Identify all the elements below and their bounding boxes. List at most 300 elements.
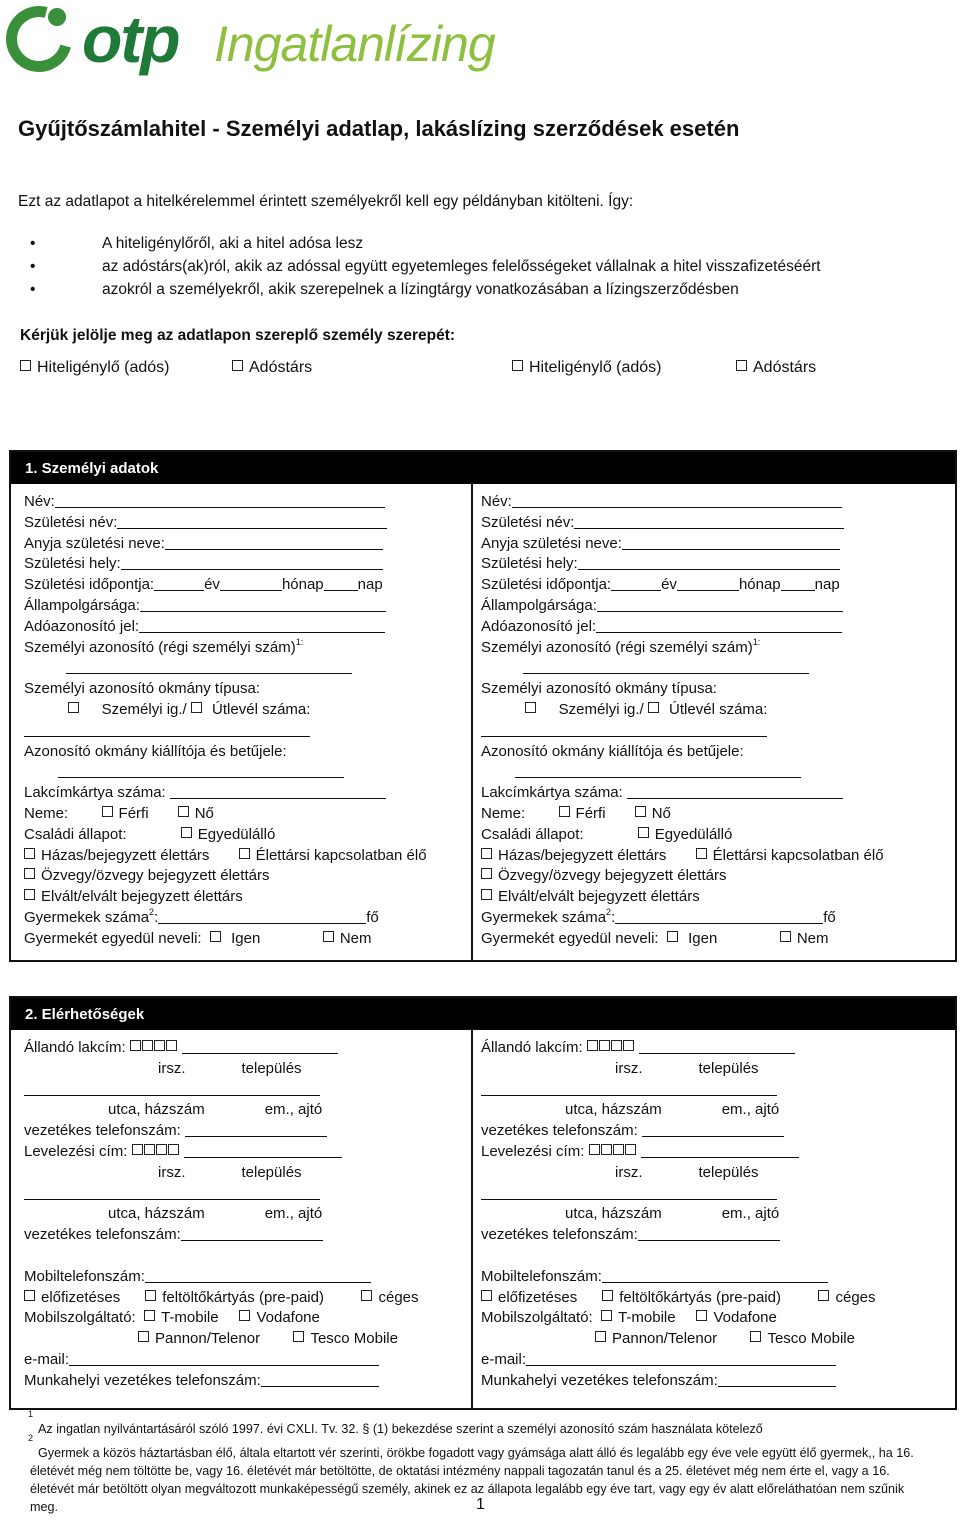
- form-row: [481, 1163, 876, 1184]
- form-row: [24, 1100, 419, 1121]
- contact-column-right: [481, 1038, 876, 1392]
- form-row: [481, 846, 884, 867]
- form-row: [481, 617, 884, 638]
- field-label: év: [204, 576, 220, 594]
- form-row: [24, 929, 427, 950]
- form-row: [24, 762, 427, 783]
- checkbox[interactable]: [481, 889, 492, 900]
- email-input[interactable]: [526, 1351, 836, 1366]
- field-label: Igen: [688, 929, 718, 947]
- field-label: utca, házszám: [108, 1205, 205, 1223]
- field-label: em., ajtó: [721, 1205, 780, 1223]
- checkbox[interactable]: [648, 702, 659, 713]
- field-label: fő: [366, 908, 379, 926]
- address-card-input[interactable]: [170, 784, 386, 799]
- checkbox[interactable]: [102, 806, 113, 817]
- landline-input[interactable]: [638, 1226, 780, 1241]
- field-label: előfizetéses: [498, 1288, 578, 1306]
- checkbox[interactable]: [210, 931, 221, 942]
- field-label: vezetékes telefonszám:: [481, 1122, 638, 1140]
- checkbox[interactable]: [24, 889, 35, 900]
- field-label: hónap: [281, 576, 324, 594]
- birth-place-input[interactable]: [578, 555, 840, 570]
- checkbox[interactable]: [559, 806, 570, 817]
- role-option-coborrower-1[interactable]: [232, 359, 312, 377]
- birth-year-input[interactable]: [154, 576, 204, 591]
- field-label: Adóazonosító jel:: [24, 617, 140, 635]
- field-label: Igen: [231, 929, 261, 947]
- form-row: [24, 575, 427, 596]
- field-label: Mobiltelefonszám:: [24, 1267, 145, 1285]
- field-label: Házas/bejegyzett élettárs: [41, 846, 210, 864]
- form-row: [481, 804, 884, 825]
- mother-name-input[interactable]: [165, 535, 383, 550]
- form-row: [481, 1080, 876, 1101]
- field-label: Neme:: [481, 804, 526, 822]
- form-row: [24, 1204, 419, 1225]
- form-row: [24, 1329, 419, 1350]
- birth-day-input[interactable]: [324, 576, 358, 591]
- field-label: Pannon/Telenor: [155, 1330, 261, 1348]
- field-label: Születési név:: [24, 513, 118, 531]
- field-label: Házas/bejegyzett élettárs: [498, 846, 667, 864]
- checkbox[interactable]: [191, 702, 202, 713]
- checkbox[interactable]: [239, 848, 250, 859]
- field-label: feltöltőkártyás (pre-paid): [162, 1288, 324, 1306]
- field-label: vezetékes telefonszám:: [24, 1226, 181, 1244]
- form-row: [24, 887, 427, 908]
- street-address-input[interactable]: [639, 1039, 795, 1054]
- personal-column-left: [24, 492, 427, 950]
- checkbox[interactable]: [323, 931, 334, 942]
- field-label: em., ajtó: [264, 1101, 323, 1119]
- bullet-item: • azokról a személyekről, akik szerepelnek a lízingtárgy vonatkozásában a lízingszerződésben: [30, 278, 821, 301]
- form-row: [24, 700, 427, 721]
- digit-box[interactable]: [613, 1144, 624, 1155]
- checkbox[interactable]: [24, 868, 35, 879]
- field-label: év: [661, 576, 677, 594]
- field-label: em., ajtó: [721, 1101, 780, 1119]
- work-phone-input[interactable]: [261, 1372, 379, 1387]
- citizenship-input[interactable]: [140, 597, 386, 612]
- page-number: 1: [476, 1496, 485, 1513]
- field-label: Levelezési cím:: [481, 1142, 585, 1160]
- otp-logo: [0, 0, 560, 80]
- field-label: Egyedülálló: [197, 825, 276, 843]
- passport-number-input[interactable]: [481, 722, 767, 737]
- checkbox[interactable]: [602, 1290, 613, 1301]
- field-label: Elvált/elvált bejegyzett élettárs: [41, 888, 243, 906]
- form-row: [481, 1246, 876, 1267]
- form-row: [481, 1142, 876, 1163]
- form-row: [24, 1350, 419, 1371]
- field-label: Személyi ig./: [558, 700, 644, 718]
- field-label: e-mail:: [24, 1350, 70, 1368]
- field-label: fő: [823, 908, 836, 926]
- landline-input[interactable]: [642, 1122, 784, 1137]
- bullet-item: • A hiteligénylőről, aki a hitel adósa lesz: [30, 232, 821, 255]
- field-label: Munkahelyi vezetékes telefonszám:: [24, 1371, 261, 1389]
- checkbox[interactable]: [293, 1331, 304, 1342]
- field-label: Vodafone: [256, 1309, 320, 1327]
- checkbox[interactable]: [696, 1310, 707, 1321]
- form-row: [24, 1184, 419, 1205]
- form-row: [481, 1100, 876, 1121]
- field-label: Mobiltelefonszám:: [481, 1267, 602, 1285]
- address-line-input[interactable]: [481, 1185, 777, 1200]
- digit-box[interactable]: [611, 1040, 622, 1051]
- field-label: Név:: [24, 493, 55, 510]
- field-label: Mobilszolgáltató:: [24, 1309, 136, 1327]
- field-label: Vodafone: [713, 1309, 777, 1327]
- field-label: Születési hely:: [481, 555, 578, 573]
- field-label: Nem: [796, 929, 829, 947]
- role-option-borrower-2[interactable]: [512, 359, 662, 377]
- digit-box[interactable]: [625, 1144, 636, 1155]
- field-label: Elvált/elvált bejegyzett élettárs: [498, 888, 700, 906]
- field-label: Azonosító okmány kiállítója és betűjele:: [24, 742, 287, 760]
- form-row: [24, 492, 427, 513]
- birth-month-input[interactable]: [677, 576, 739, 591]
- footnote-text: Az ingatlan nyilvántartásáról szóló 1997. évi CXLI. Tv. 32. § (1) bekezdése szerint a személyi azonosító szám használata kötelező: [38, 1422, 763, 1436]
- digit-box[interactable]: [156, 1144, 167, 1155]
- field-label: Személyi azonosító okmány típusa:: [24, 680, 260, 698]
- form-row: [24, 1142, 419, 1163]
- field-label: Nem: [339, 929, 372, 947]
- field-label: Gyermekek száma: [481, 908, 607, 926]
- field-label: Útlevél száma:: [669, 700, 768, 718]
- checkbox[interactable]: [181, 827, 192, 838]
- checkbox[interactable]: [818, 1290, 829, 1301]
- column-divider: [471, 484, 473, 960]
- field-label: Családi állapot:: [24, 825, 127, 843]
- digit-box[interactable]: [154, 1040, 165, 1051]
- birth-day-input[interactable]: [781, 576, 815, 591]
- field-label: település: [241, 1163, 302, 1181]
- page-title: Gyűjtőszámlahitel - Személyi adatlap, lakáslízing szerződések esetén: [18, 116, 740, 141]
- digit-box[interactable]: [599, 1040, 610, 1051]
- field-label: Személyi ig./: [101, 700, 187, 718]
- form-row: [481, 887, 884, 908]
- form-row: [24, 1371, 419, 1392]
- form-row: Gyermekek száma$^2$: fő: [24, 906, 379, 926]
- field-label: T-mobile: [618, 1309, 676, 1327]
- form-row: [481, 762, 884, 783]
- checkbox[interactable]: [696, 848, 707, 859]
- column-divider: [471, 1030, 473, 1408]
- role-label: Hiteligénylő (adós): [529, 359, 662, 376]
- field-label: Férfi: [118, 804, 149, 822]
- field-label: Lakcímkártya száma:: [24, 784, 166, 802]
- field-label: Özvegy/özvegy bejegyzett élettárs: [41, 867, 270, 885]
- role-label: Adóstárs: [753, 359, 817, 376]
- checkbox[interactable]: [239, 1310, 250, 1321]
- field-label: Gyermekét egyedül neveli:: [481, 929, 659, 947]
- field-label: utca, házszám: [108, 1101, 205, 1119]
- field-label: Gyermekét egyedül neveli:: [24, 929, 202, 947]
- personal-column-right: [481, 492, 884, 950]
- otp-logo-text: otp: [82, 2, 179, 76]
- form-row: [481, 825, 884, 846]
- digit-box[interactable]: [587, 1040, 598, 1051]
- form-row: [24, 534, 427, 555]
- field-label: Azonosító okmány kiállítója és betűjele:: [481, 742, 744, 760]
- field-label: e-mail:: [481, 1350, 527, 1368]
- landline-input[interactable]: [185, 1122, 327, 1137]
- name-input[interactable]: [55, 493, 385, 508]
- checkbox[interactable]: [667, 931, 678, 942]
- tax-id-input[interactable]: [139, 618, 385, 633]
- field-label: előfizetéses: [41, 1288, 121, 1306]
- footnote-1: 1 Az ingatlan nyilvántartásáról szóló 1997. évi CXLI. Tv. 32. § (1) bekezdése szerint a személyi azonosító szám használata kötelező: [28, 1409, 763, 1436]
- digit-box[interactable]: [623, 1040, 634, 1051]
- checkbox[interactable]: [736, 360, 747, 371]
- mother-name-input[interactable]: [622, 535, 840, 550]
- digit-box[interactable]: [132, 1144, 143, 1155]
- form-row: [481, 783, 884, 804]
- form-row: [481, 492, 884, 513]
- field-label: település: [698, 1059, 759, 1077]
- passport-number-input[interactable]: [24, 722, 310, 737]
- form-row: [24, 617, 427, 638]
- digit-box[interactable]: [589, 1144, 600, 1155]
- form-row: [481, 1329, 876, 1350]
- field-label: Férfi: [575, 804, 606, 822]
- form-row: [481, 866, 884, 887]
- form-row: [24, 825, 427, 846]
- checkbox[interactable]: [138, 1331, 149, 1342]
- form-row: [481, 596, 884, 617]
- form-row: [24, 742, 427, 763]
- form-row: [481, 1204, 876, 1225]
- form-row: [481, 1288, 876, 1309]
- footnote-ref: 2: [149, 906, 155, 917]
- field-label: irsz.: [158, 1059, 186, 1077]
- form-row: [24, 1267, 419, 1288]
- citizenship-input[interactable]: [597, 597, 843, 612]
- form-row: [481, 1059, 876, 1080]
- checkbox[interactable]: [24, 1290, 35, 1301]
- checkbox[interactable]: [481, 848, 492, 859]
- section-heading: 1. Személyi adatok: [11, 452, 955, 484]
- field-label: Anyja születési neve:: [481, 534, 622, 552]
- checkbox[interactable]: [178, 806, 189, 817]
- section-heading: 2. Elérhetőségek: [11, 998, 955, 1030]
- checkbox[interactable]: [20, 360, 31, 371]
- field-label: Születési időpontja:: [481, 576, 612, 594]
- field-label: Állandó lakcím:: [24, 1039, 126, 1056]
- field-label: em., ajtó: [264, 1205, 323, 1223]
- checkbox[interactable]: [780, 931, 791, 942]
- mailing-address-input[interactable]: [641, 1143, 799, 1158]
- field-label: Élettársi kapcsolatban élő: [712, 846, 884, 864]
- checkbox[interactable]: [24, 848, 35, 859]
- address-line-input[interactable]: [481, 1081, 777, 1096]
- checkbox[interactable]: [481, 1290, 492, 1301]
- birth-place-input[interactable]: [121, 555, 383, 570]
- mailing-address-input[interactable]: [184, 1143, 342, 1158]
- form-row: [481, 1121, 876, 1142]
- checkbox[interactable]: [635, 806, 646, 817]
- address-line-input[interactable]: [24, 1081, 320, 1096]
- birth-year-input[interactable]: [611, 576, 661, 591]
- form-row: [24, 638, 427, 659]
- children-count-input[interactable]: [615, 909, 823, 924]
- checkbox[interactable]: [525, 702, 536, 713]
- form-row: [24, 783, 427, 804]
- intro-text: Ezt az adatlapot a hitelkérelemmel érintett személyekről kell egy példányban kitölteni. Így:: [18, 193, 634, 210]
- form-row: [481, 1267, 876, 1288]
- field-label: Adóazonosító jel:: [481, 617, 597, 635]
- form-row: [24, 1163, 419, 1184]
- checkbox[interactable]: [750, 1331, 761, 1342]
- mobile-input[interactable]: [602, 1268, 828, 1283]
- otp-logo-dot: [48, 8, 66, 26]
- checkbox[interactable]: [144, 1310, 155, 1321]
- field-label: Özvegy/özvegy bejegyzett élettárs: [498, 867, 727, 885]
- field-label: Állampolgársága:: [24, 596, 140, 614]
- form-row: [24, 866, 427, 887]
- field-label: település: [241, 1059, 302, 1077]
- form-row: [24, 1059, 419, 1080]
- field-label: Mobilszolgáltató:: [481, 1309, 593, 1327]
- checkbox[interactable]: [361, 1290, 372, 1301]
- field-label: Családi állapot:: [481, 825, 584, 843]
- children-count-input[interactable]: [158, 909, 366, 924]
- street-address-input[interactable]: [182, 1039, 338, 1054]
- form-row: [24, 596, 427, 617]
- role-option-borrower-1[interactable]: [20, 359, 170, 377]
- form-row: [24, 658, 427, 679]
- form-row: [24, 1308, 419, 1329]
- field-label: Útlevél száma:: [212, 700, 311, 718]
- field-label: Születési név:: [481, 513, 575, 531]
- field-label: Tesco Mobile: [767, 1330, 855, 1348]
- field-label: irsz.: [615, 1059, 643, 1077]
- field-label: Levelezési cím:: [24, 1142, 128, 1160]
- field-label: Tesco Mobile: [310, 1330, 398, 1348]
- form-row: [481, 658, 884, 679]
- field-label: irsz.: [158, 1163, 186, 1181]
- digit-box[interactable]: [142, 1040, 153, 1051]
- checkbox[interactable]: [512, 360, 523, 371]
- field-label: Születési hely:: [24, 555, 121, 573]
- form-row: [481, 575, 884, 596]
- field-label: céges: [835, 1288, 876, 1306]
- checkbox[interactable]: [481, 868, 492, 879]
- form-row: [481, 1308, 876, 1329]
- checkbox[interactable]: [601, 1310, 612, 1321]
- form-row: [481, 679, 884, 700]
- form-row: [481, 929, 884, 950]
- personal-id-input[interactable]: [66, 659, 352, 674]
- checkbox[interactable]: [595, 1331, 606, 1342]
- field-label: feltöltőkártyás (pre-paid): [619, 1288, 781, 1306]
- digit-box[interactable]: [144, 1144, 155, 1155]
- footnote-text: Gyermek a közös háztartásban élő, általa eltartott vér szerinti, örökbe fogadott vagy gyámsága alatt álló és legalább egy éve vele együtt élő gyermek,, ha 16. életévét még nem töltötte be, vagy 16. életévét már betöltötte, de oktatási intézmény nappali tagozatán tanul és a 25. életévet még nem érte el, vagy a 16. életévét már betöltött olyan megváltozott munkaképességű személy, akinek ez az állapota legalább egy éve tart, vagy egy év alatt előreláthatóan nem szűnik meg.: [30, 1446, 914, 1514]
- field-label: Személyi azonosító (régi személyi szám): [24, 638, 296, 656]
- landline-input[interactable]: [181, 1226, 323, 1241]
- checkbox[interactable]: [145, 1290, 156, 1301]
- form-row: [481, 1038, 876, 1059]
- role-question: Kérjük jelölje meg az adatlapon szereplő személy szerepét:: [20, 327, 456, 344]
- section-personal-data: [9, 450, 957, 962]
- form-row: [481, 513, 884, 534]
- section-contacts: [9, 996, 957, 1410]
- checkbox[interactable]: [232, 360, 243, 371]
- field-label: Személyi azonosító okmány típusa:: [481, 680, 717, 698]
- form-row: [24, 1038, 419, 1059]
- field-label: utca, házszám: [565, 1205, 662, 1223]
- field-label: utca, házszám: [565, 1101, 662, 1119]
- field-label: nap: [814, 576, 840, 594]
- birth-month-input[interactable]: [220, 576, 282, 591]
- brand-name: Ingatlanlízing: [214, 16, 495, 72]
- form-row: [24, 513, 427, 534]
- form-row: Gyermekek száma$^2$: fő: [481, 906, 836, 926]
- address-card-input[interactable]: [627, 784, 843, 799]
- field-label: Pannon/Telenor: [612, 1330, 718, 1348]
- role-option-coborrower-2[interactable]: [736, 359, 816, 377]
- email-input[interactable]: [69, 1351, 379, 1366]
- form-row: [481, 700, 884, 721]
- birth-name-input[interactable]: [117, 514, 387, 529]
- field-label: Lakcímkártya száma:: [481, 784, 623, 802]
- contact-column-left: [24, 1038, 419, 1392]
- form-row: [481, 1184, 876, 1205]
- birth-name-input[interactable]: [574, 514, 844, 529]
- work-phone-input[interactable]: [718, 1372, 836, 1387]
- checkbox[interactable]: [68, 702, 79, 713]
- footnote-ref: 2: [606, 906, 612, 917]
- field-label: Név:: [481, 493, 512, 510]
- field-label: Munkahelyi vezetékes telefonszám:: [481, 1371, 718, 1389]
- digit-box[interactable]: [130, 1040, 141, 1051]
- field-label: Születési időpontja:: [24, 576, 155, 594]
- field-label: Anyja születési neve:: [24, 534, 165, 552]
- issuer-input[interactable]: [58, 763, 344, 778]
- address-line-input[interactable]: [24, 1185, 320, 1200]
- issuer-input[interactable]: [515, 763, 801, 778]
- field-label: Nő: [651, 804, 671, 822]
- name-input[interactable]: [512, 493, 842, 508]
- field-label: Gyermekek száma: [24, 908, 150, 926]
- role-label: Adóstárs: [249, 359, 313, 376]
- form-row: [481, 1225, 876, 1246]
- form-row: [24, 1246, 419, 1267]
- field-label: céges: [378, 1288, 419, 1306]
- digit-box[interactable]: [166, 1040, 177, 1051]
- form-row: [24, 804, 427, 825]
- bullet-item: • az adóstárs(ak)ról, akik az adóssal együtt egyetemleges felelősségeket vállalnak a hitel visszafizetéséért: [30, 255, 821, 278]
- form-row: [24, 1225, 419, 1246]
- form-row: [24, 1121, 419, 1142]
- form-row: [481, 638, 884, 659]
- field-label: T-mobile: [161, 1309, 219, 1327]
- field-label: vezetékes telefonszám:: [481, 1226, 638, 1244]
- field-label: Állandó lakcím:: [481, 1039, 583, 1056]
- form-row: [24, 1288, 419, 1309]
- form-row: [481, 534, 884, 555]
- field-label: település: [698, 1163, 759, 1181]
- checkbox[interactable]: [638, 827, 649, 838]
- form-row: [481, 1350, 876, 1371]
- mobile-input[interactable]: [145, 1268, 371, 1283]
- digit-box[interactable]: [601, 1144, 612, 1155]
- personal-id-input[interactable]: [523, 659, 809, 674]
- digit-box[interactable]: [168, 1144, 179, 1155]
- tax-id-input[interactable]: [596, 618, 842, 633]
